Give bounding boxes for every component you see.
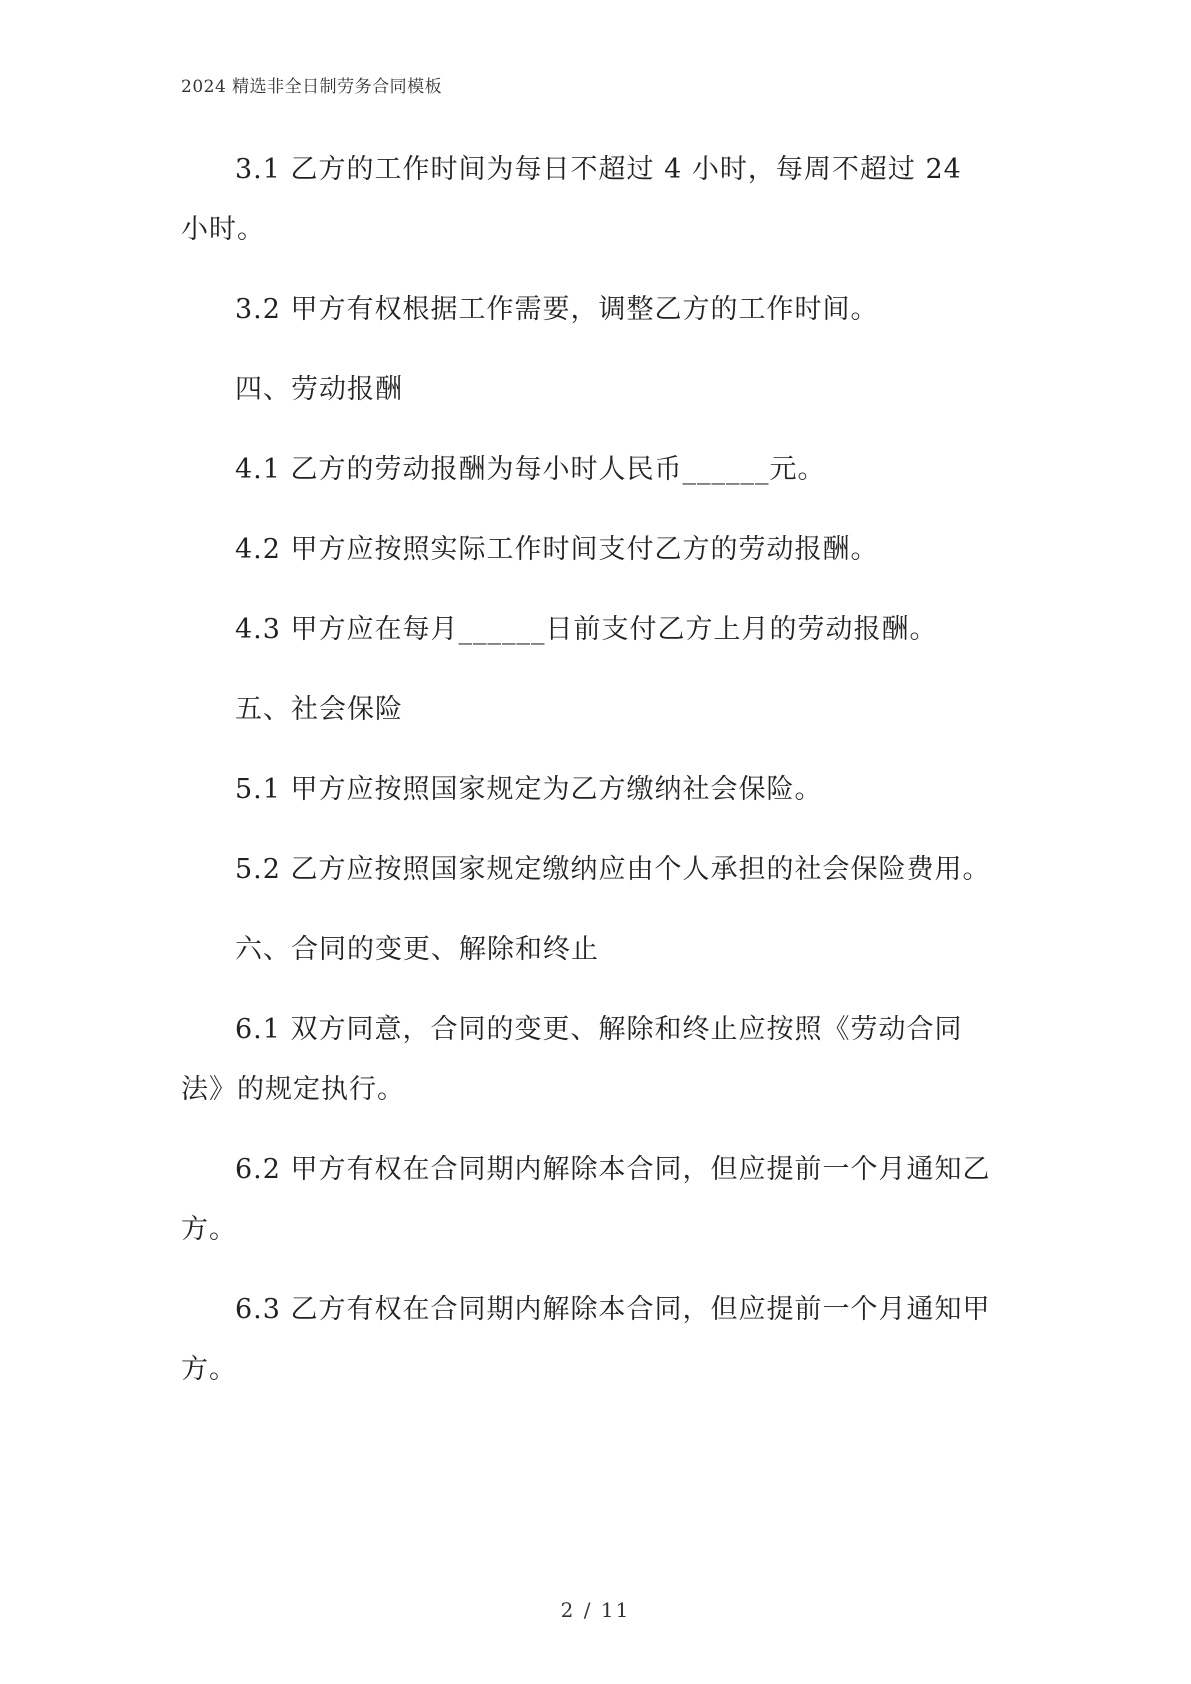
clause-6-2: 6.2 甲方有权在合同期内解除本合同，但应提前一个月通知乙方。 [181,1154,991,1245]
clause-4-2: 4.2 甲方应按照实际工作时间支付乙方的劳动报酬。 [235,534,879,565]
clause-3-2: 3.2 甲方有权根据工作需要，调整乙方的工作时间。 [235,294,879,325]
clause-4-1: 4.1 乙方的劳动报酬为每小时人民币______元。 [235,454,826,485]
section-heading-6: 六、合同的变更、解除和终止 [235,934,599,965]
document-header: 2024 精选非全日制劳务合同模板 [181,77,443,97]
clause-6-1: 6.1 双方同意，合同的变更、解除和终止应按照《劳动合同法》的规定执行。 [181,1014,963,1105]
page-number: 2 / 11 [560,1598,631,1622]
section-heading-4: 四、劳动报酬 [235,374,403,405]
document-body [181,140,991,1420]
clause-5-1: 5.1 甲方应按照国家规定为乙方缴纳社会保险。 [235,774,823,805]
clause-3-1: 3.1 乙方的工作时间为每日不超过 4 小时，每周不超过 24 小时。 [181,154,962,245]
clause-5-2: 5.2 乙方应按照国家规定缴纳应由个人承担的社会保险费用。 [235,854,991,885]
section-heading-5: 五、社会保险 [235,694,403,725]
clause-6-3: 6.3 乙方有权在合同期内解除本合同，但应提前一个月通知甲方。 [181,1294,991,1385]
clause-4-3: 4.3 甲方应在每月______日前支付乙方上月的劳动报酬。 [235,614,938,645]
